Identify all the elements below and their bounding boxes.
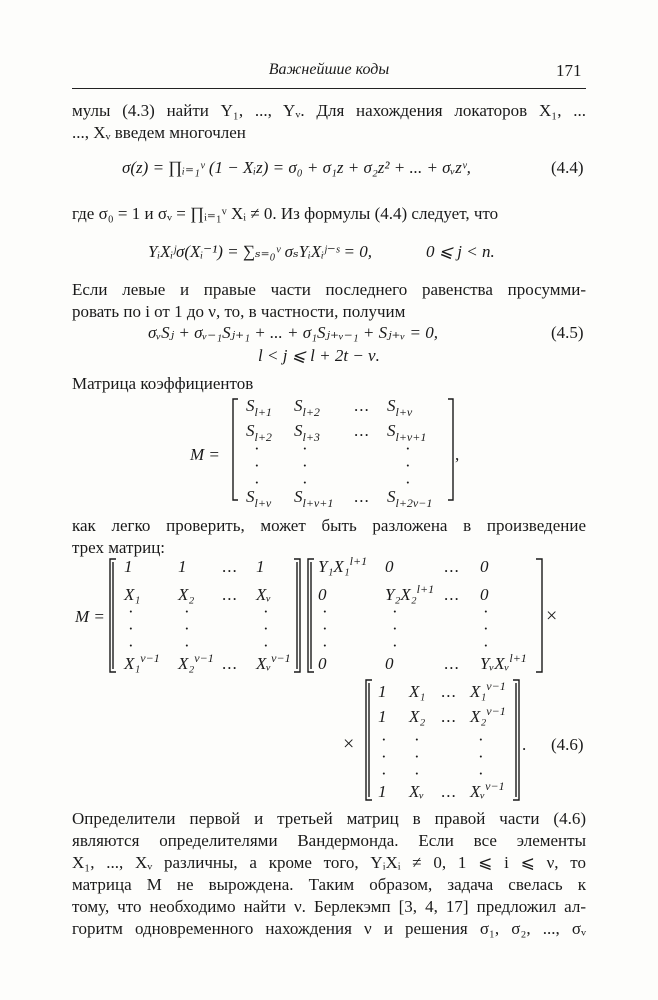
coefficient-matrix-label: Матрица коэффициентов bbox=[72, 374, 254, 393]
diagonal-cell: Y₂X₂$^{l+1}$ bbox=[385, 582, 435, 604]
ellipsis-dot: · bbox=[483, 636, 490, 655]
matrix-m-cell: ... bbox=[354, 421, 370, 440]
vandermonde-2-cell: Xᵥ bbox=[409, 782, 425, 801]
final-line-6: горитм одновременного нахождения ν и решения σ₁, σ₂, ..., σᵥ bbox=[72, 919, 586, 938]
matrix-m-cell: $S_{l+\nu}$ bbox=[246, 487, 272, 510]
diagonal-cell: ... bbox=[444, 557, 460, 576]
diagonal-cell: ... bbox=[444, 585, 460, 604]
matrix-m-cell: · bbox=[254, 456, 261, 475]
svg-text:.: . bbox=[522, 735, 527, 754]
text-line-2: ..., Xᵥ введем многочлен bbox=[72, 123, 246, 142]
vandermonde-1-cell: ... bbox=[222, 654, 238, 673]
diagonal-cell: 0 bbox=[318, 654, 327, 673]
equation-number-4-6: (4.6) bbox=[551, 735, 584, 754]
ellipsis-dot: · bbox=[322, 619, 329, 638]
diagonal-cell: Y₁X₁$^{l+1}$ bbox=[318, 554, 368, 576]
matrix-m-cell: ... bbox=[354, 487, 370, 506]
ellipsis-dot: · bbox=[263, 619, 270, 638]
vandermonde-2-cell: 1 bbox=[378, 782, 387, 801]
vandermonde-2-cell: Xᵥ$^{\nu-1}$ bbox=[470, 779, 505, 801]
ellipsis-dot: · bbox=[184, 602, 191, 621]
equation-unnumbered-condition: 0 ⩽ j < n. bbox=[426, 242, 495, 261]
ellipsis-dot: · bbox=[381, 730, 388, 749]
text-line-1: мулы (4.3) найти Y₁, ..., Yᵥ. Для нахождения локаторов X₁, ... bbox=[72, 101, 586, 120]
vandermonde-1-cell: Xᵥ$^{\nu-1}$ bbox=[256, 651, 291, 673]
matrix-m-cell: $S_{l+2\nu-1}$ bbox=[387, 487, 433, 510]
diagonal-cell: 0 bbox=[480, 585, 489, 604]
vandermonde-1-cell: X₁$^{\nu-1}$ bbox=[124, 651, 160, 673]
ellipsis-dot: · bbox=[381, 764, 388, 783]
matrix-m-cell: · bbox=[302, 439, 309, 458]
matrix-m-cell: $S_{l+\nu+1}$ bbox=[294, 487, 334, 510]
ellipsis-dot: · bbox=[392, 619, 399, 638]
matrix-m-cell: $S_{l+\nu}$ bbox=[387, 396, 413, 419]
where-line: где σ₀ = 1 и σᵥ = ∏ᵢ₌₁ᵛ Xᵢ ≠ 0. Из формулы (4.4) следует, что bbox=[72, 204, 499, 223]
ellipsis-dot: · bbox=[478, 747, 485, 766]
ellipsis-dot: · bbox=[128, 602, 135, 621]
vandermonde-1-cell: ... bbox=[222, 585, 238, 604]
equation-unnumbered: YᵢXᵢʲσ(Xᵢ⁻¹) = ∑ₛ₌₀ᵛ σₛYᵢXᵢʲ⁻ˢ = 0, bbox=[148, 242, 372, 261]
matrix-m-cell: $S_{l+2}$ bbox=[246, 421, 272, 444]
paragraph-2-line-1: Если левые и правые части последнего равенства просумми- bbox=[72, 280, 586, 299]
ellipsis-dot: · bbox=[128, 636, 135, 655]
matrix-m-cell: · bbox=[302, 456, 309, 475]
vandermonde-1-cell: 1 bbox=[178, 557, 187, 576]
matrix-m-cell: · bbox=[405, 456, 412, 475]
vandermonde-2-cell: ... bbox=[441, 782, 457, 801]
matrix-m-cell: · bbox=[302, 473, 309, 492]
ellipsis-dot: · bbox=[483, 602, 490, 621]
final-line-2: являются определителями Вандермонда. Если все элементы bbox=[72, 831, 586, 850]
ellipsis-dot: · bbox=[483, 619, 490, 638]
diagonal-cell: 0 bbox=[385, 654, 394, 673]
vandermonde-2-cell: X₂ bbox=[409, 707, 426, 726]
diagonal-cell: YᵥXᵥ$^{l+1}$ bbox=[480, 651, 527, 673]
vandermonde-1-cell: Xᵥ bbox=[256, 585, 272, 604]
matrix-m-cell: · bbox=[405, 473, 412, 492]
matrix-m-cell: · bbox=[254, 473, 261, 492]
ellipsis-dot: · bbox=[128, 619, 135, 638]
diagonal-cell: 0 bbox=[318, 585, 327, 604]
ellipsis-dot: · bbox=[478, 730, 485, 749]
diagonal-cell: 0 bbox=[385, 557, 394, 576]
ellipsis-dot: · bbox=[478, 764, 485, 783]
equation-4-5: σᵥSⱼ + σᵥ₋₁Sⱼ₊₁ + ... + σ₁Sⱼ₊ᵥ₋₁ + Sⱼ₊ᵥ = 0, bbox=[148, 323, 439, 342]
vandermonde-2-cell: ... bbox=[441, 682, 457, 701]
final-line-1: Определители первой и третьей матриц в правой части (4.6) bbox=[72, 809, 586, 828]
matrix-m-trailing-comma: , bbox=[455, 445, 460, 464]
ellipsis-dot: · bbox=[381, 747, 388, 766]
vandermonde-1-cell: ... bbox=[222, 557, 238, 576]
vandermonde-1-cell: 1 bbox=[124, 557, 133, 576]
ellipsis-dot: · bbox=[414, 764, 421, 783]
factorization-lhs: M = bbox=[75, 607, 105, 626]
vandermonde-2-cell: ... bbox=[441, 707, 457, 726]
page-number: 171 bbox=[556, 61, 582, 80]
vandermonde-1-cell: X₁ bbox=[124, 585, 141, 604]
ellipsis-dot: · bbox=[392, 602, 399, 621]
diagonal-right-bracket bbox=[536, 559, 542, 672]
ellipsis-dot: · bbox=[322, 636, 329, 655]
matrix-m-cell: · bbox=[254, 439, 261, 458]
vandermonde-2-cell: X₂$^{\nu-1}$ bbox=[470, 704, 506, 726]
paragraph-3-line-1: как легко проверить, может быть разложена в произведение bbox=[72, 516, 586, 535]
paragraph-2-line-2: ровать по i от 1 до ν, то, в частности, получим bbox=[72, 302, 406, 321]
times-sign-2: × bbox=[343, 733, 355, 755]
times-sign-1: × bbox=[546, 605, 558, 627]
ellipsis-dot: · bbox=[263, 636, 270, 655]
diagonal-cell: ... bbox=[444, 654, 460, 673]
vandermonde-2-cell: 1 bbox=[378, 682, 387, 701]
diagonal-cell: 0 bbox=[480, 557, 489, 576]
vandermonde-1-cell: X₂$^{\nu-1}$ bbox=[178, 651, 214, 673]
equation-4-4: σ(z) = ∏ᵢ₌₁ᵛ (1 − Xᵢz) = σ₀ + σ₁z + σ₂z² + ... + σᵥzᵛ, bbox=[122, 158, 471, 177]
equation-number-4-5: (4.5) bbox=[551, 323, 584, 342]
running-title: Важнейшие коды bbox=[268, 61, 390, 78]
vandermonde-1-cell: X₂ bbox=[178, 585, 195, 604]
matrix-m-cell: $S_{l+1}$ bbox=[246, 396, 272, 419]
ellipsis-dot: · bbox=[392, 636, 399, 655]
matrix-m-cell: $S_{l+\nu+1}$ bbox=[387, 421, 427, 444]
final-line-3: X₁, ..., Xᵥ различны, а кроме того, YᵢXᵢ ≠ 0, 1 ⩽ i ⩽ ν, то bbox=[72, 853, 586, 872]
matrix-m-cell: · bbox=[405, 439, 412, 458]
vandermonde-2-cell: X₁ bbox=[409, 682, 426, 701]
paragraph-3-line-2: трех матриц: bbox=[72, 538, 166, 557]
ellipsis-dot: · bbox=[184, 619, 191, 638]
ellipsis-dot: · bbox=[322, 602, 329, 621]
equation-4-5-condition: l < j ⩽ l + 2t − ν. bbox=[258, 346, 380, 365]
ellipsis-dot: · bbox=[414, 730, 421, 749]
ellipsis-dot: · bbox=[414, 747, 421, 766]
matrix-m-cell: ... bbox=[354, 396, 370, 415]
matrix-m-cell: $S_{l+3}$ bbox=[294, 421, 320, 444]
matrix-m-lhs: M = bbox=[190, 445, 220, 464]
vandermonde-1-cell: 1 bbox=[256, 557, 265, 576]
ellipsis-dot: · bbox=[184, 636, 191, 655]
matrix-m-cell: $S_{l+2}$ bbox=[294, 396, 320, 419]
final-line-5: тому, что необходимо найти ν. Берлекэмп [3, 4, 17] предложил ал- bbox=[72, 897, 586, 916]
final-line-4: матрица M не вырождена. Таким образом, задача свелась к bbox=[72, 875, 586, 894]
equation-number-4-4: (4.4) bbox=[551, 158, 584, 177]
vandermonde-2-cell: X₁$^{\nu-1}$ bbox=[470, 679, 506, 701]
ellipsis-dot: · bbox=[263, 602, 270, 621]
vandermonde-2-cell: 1 bbox=[378, 707, 387, 726]
